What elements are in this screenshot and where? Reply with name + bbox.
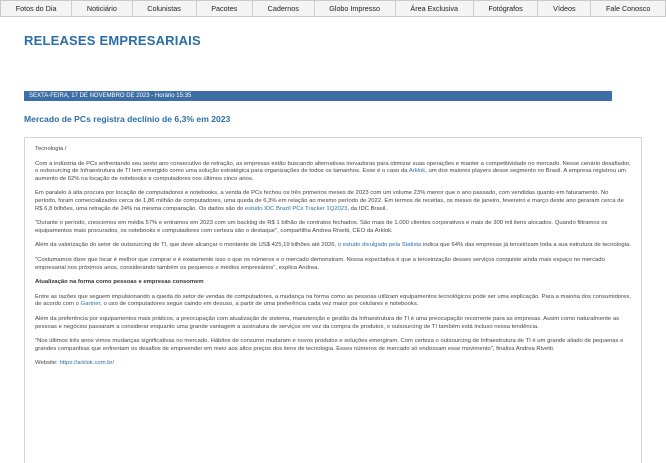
article-body <box>24 137 642 463</box>
website-label: Website: <box>35 360 60 367</box>
nav-colunistas[interactable]: Colunistas <box>133 1 197 16</box>
gartner-link[interactable]: Gartner <box>80 301 101 308</box>
paragraph-2-text: Em paralelo à alta procura por locação de computadores e notebooks, a venda de PCs fechou os três primeiros meses de 2023 com um volume 23% menor que o ano passado, com vendidas quanto em faturamento. No período, foram comercializados cerca de 1,86 milhão de computadores, uma queda de 6,3% em relação ao mesmo período de 2022. Em termos de receitas, os meses de janeiro, fevereiro e março deste ano geraram cerca de R$ 6,8 bilhões, uma retração de 24% na mesma comparação. Os dados são do <box>35 190 624 212</box>
nav-noticiario[interactable]: Noticiário <box>72 1 132 16</box>
paragraph-5: "Costumamos dizer que locar é melhor que comprar e é exatamente isso o que os números e o mercado demonstram. Nossa expectativa é que a terceirização desses serviços conquiste ainda mais espaço no mercado empresarial nos próximos anos, considerando também os pequenos e médios empresários", explica Andrea. <box>35 256 605 271</box>
arklok-link[interactable]: Arklok <box>408 168 426 175</box>
website-link[interactable]: https://arklok.com.br/ <box>59 360 115 367</box>
nav-videos[interactable]: Vídeos <box>538 1 591 16</box>
article-subheading: Atualização na forma como pessoas e empresas consomem <box>35 279 204 286</box>
paragraph-4-text: Além da valorização do setor de outsourcing de TI, que deve alcançar o montante de US$ 425,19 bilhões até 2026, <box>35 242 338 249</box>
paragraph-1-text-2: , um dos maiores players desse segmento no Brasil. A empresa registrou um aumento de 62% na locação de notebooks e computadores nos últimos cinco anos. <box>35 168 626 182</box>
nav-cadernos[interactable]: Cadernos <box>253 1 315 16</box>
website-line <box>35 360 631 368</box>
article-category: Tecnologia / <box>35 146 67 152</box>
paragraph-2-text-2: , da IDC Brasil. <box>347 205 387 212</box>
idc-study-link[interactable]: estudo IDC Brazil PCs Tracker 1Q2023 <box>244 205 348 212</box>
paragraph-8: "Nos últimos três anos vimos mudanças significativas no mercado. Hábitos de consumo mudaram e novos produtos e soluções emergiram. Com certeza o outsourcing de Infraestrutura de TI é um grande aliado de pequenas e grandes companhias que enfrentam os desafios de empreender em meio aos altos preços dos itens de tecnologia. Esses números de mercado só endossam esse movimento", finaliza Andrea Rivetti. <box>35 338 624 352</box>
nav-area-exclusiva[interactable]: Área Exclusiva <box>396 1 474 16</box>
nav-globo-impresso[interactable]: Globo Impresso <box>315 1 396 16</box>
paragraph-7: Além da preferência por equipamentos mais práticos, a preocupação com atualização de sistema, manutenção e gestão da Infraestrutura de TI é uma preocupação recorrente para as empresas. Assim como naturalmente as pessoas e negócios passaram a considerar enquanto uma grande vantagem a assinatura de serviços em vez da compra de produtos, o outsourcing de TI também está incluso nessa tendência. <box>35 315 620 330</box>
paragraph-1 <box>35 161 631 184</box>
date-bar: SEXTA-FEIRA, 17 DE NOVEMBRO DE 2023 - Horário 15:35 <box>24 91 612 101</box>
nav-fotografos[interactable]: Fotógrafos <box>474 1 539 16</box>
section-title: RELEASES EMPRESARIAIS <box>24 33 201 48</box>
nav-fale-conosco[interactable]: Fale Conosco <box>605 4 651 13</box>
top-nav <box>0 0 666 17</box>
paragraph-1-text: Com a indústria de PCs enfrentando seu sexto ano consecutivo de retração, as empresas estão buscando alternativas inovadoras para otimizar suas operações e manter a competitividade no mercado. Nesse cenário desafiador, o outsourcing de Infraestrutura de TI tem emergido como uma solução estratégica para organizações de todos os tamanhos. Esse é o caso da <box>35 160 631 175</box>
paragraph-6 <box>35 294 631 309</box>
paragraph-6-text: Entre as razões que seguem impulsionando a queda do setor de vendas de computadores, a mudança na forma como as pessoas utilizam equipamentos tecnológicos pode ser uma explicação. Para a maioria dos consumidores, de acordo com o <box>35 293 631 308</box>
article-title: Mercado de PCs registra declínio de 6,3% em 2023 <box>24 114 231 124</box>
paragraph-4 <box>35 242 631 250</box>
paragraph-6-text-2: , o uso de computadores segue caindo em desuso, a partir de uma preferência cada vez maior por celulares e notebooks. <box>100 301 419 308</box>
paragraph-3: "Durante o período, crescemos em média 57% e entramos em 2023 com um backlog de R$ 1 bilhão de contratos fechados. São mais de 1.000 clientes corporativos e mais de 300 mil itens alocados. Quando filtramos os equipamentos mais procurados, os notebooks e computadores com certeza são o destaque", compartilha Andrea Rivetti, CEO da Arklok. <box>35 220 608 234</box>
paragraph-4-text-2: indica que 64% das empresas já terceirizam toda a sua estrutura de tecnologia. <box>421 242 631 249</box>
statista-link[interactable]: o estudo divulgado pela Statista <box>337 242 422 249</box>
nav-fotos-do-dia[interactable]: Fotos do Dia <box>1 1 72 16</box>
nav-pacotes[interactable]: Pacotes <box>197 1 253 16</box>
paragraph-2 <box>35 190 631 213</box>
